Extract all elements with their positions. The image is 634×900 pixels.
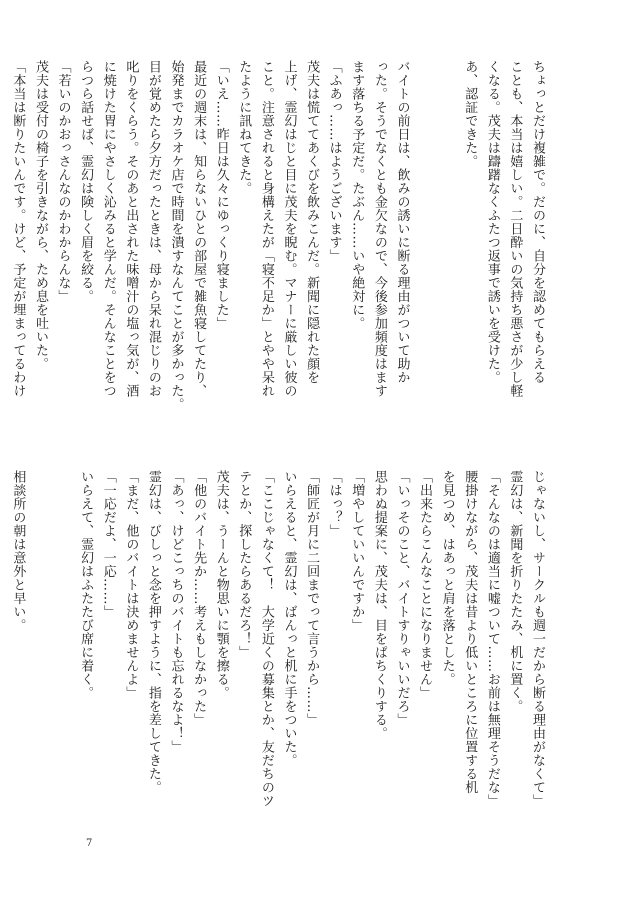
text-line [435, 60, 458, 440]
text-line: 茂夫は慌ててあくびを飲みこんだ。新聞に隠れた顔を [304, 60, 320, 384]
text-line: いらえて、霊幻はふたたび席に着く。 [78, 470, 94, 700]
text-line: 「師匠が月に二回までって言うから……」 [304, 470, 320, 727]
text-line: 「あっ、けどこっちのバイトも忘れるなよ！」 [168, 470, 184, 754]
text-line: 上げ、霊幻はじと目に茂夫を睨む。マナーに厳しい彼の [281, 60, 297, 398]
text-line: ちょっとだけ複雑で。だのに、自分を認めてもらえる [530, 60, 545, 384]
text-line: 「出来たらこんなことになりません」 [417, 470, 433, 700]
text-line [412, 60, 435, 440]
text-line: 「はっ？」 [326, 470, 342, 538]
text-line: 霊幻は、新聞を折りたたみ、机に置く。 [507, 470, 523, 713]
text-line: いらえると、霊幻は、ばんっと机に手をついた。 [281, 470, 297, 767]
text-line: あ、認証できた。 [462, 60, 478, 168]
text-line: 「ふあっ……はようございます」 [326, 60, 342, 263]
text-line: ことも、本当は嬉しい。二日酔いの気持ち悪さが少し軽 [507, 60, 523, 398]
text-line: 「若いのかおっさんなのかわからんな」 [55, 60, 71, 303]
text-line [51, 470, 74, 850]
upper-text-column [6, 60, 548, 440]
text-line: 始発までカラオケ店で時間を潰すなんてことが多かった。 [168, 60, 184, 411]
text-line: じゃないし、サークルも週一だから断る理由がなくて」 [530, 470, 545, 808]
text-line: テとか、探したらあるだろ！」 [236, 470, 252, 659]
text-line: 「そんなのは適当に嘘ついて……お前は無理そうだな」 [484, 470, 500, 808]
text-line: 最近の週末は、知らないひとの部屋で雑魚寝してたり、 [191, 60, 207, 398]
text-line: 目が覚めたら夕方だったときは、母から呆れ混じりのお [145, 60, 161, 398]
text-line: 「いっそのこと、バイトすりゃいいだろ」 [394, 470, 410, 727]
text-line [28, 470, 51, 850]
text-line: 霊幻は、びしっと念を押すように、指を差してきた。 [145, 470, 161, 794]
text-line: ます落ちる予定だ。たぶん……いや絶対に。 [349, 60, 365, 330]
text-line: らつら話せば、霊幻は険しく眉を絞る。 [78, 60, 94, 303]
text-line: 「一応だよ、一応……」 [100, 470, 116, 619]
page-number: 7 [86, 838, 93, 849]
text-line: 「増やしていいんですか」 [349, 470, 365, 632]
text-line: くなる。茂夫は躊躇なくふたつ返事で誘いを受けた。 [484, 60, 500, 384]
text-line: 相談所の朝は意外と早い。 [10, 470, 26, 632]
text-line: こと。注意されると身構えたが「寝不足か」とやや呆れ [258, 60, 274, 398]
text-line: を見つめ、はあっと肩を落とした。 [439, 470, 455, 686]
lower-text-column [6, 470, 548, 850]
text-line: 「ここじゃなくて！ 大学近くの募集とか、友だちのツ [258, 470, 274, 808]
text-line: 叱りをくらう。そのあと出された味噌汁の塩っ気が、酒 [123, 60, 139, 398]
text-line: バイトの前日は、飲みの誘いに断る理由がついて助か [394, 60, 410, 384]
text-line: 腰掛けながら、茂夫は昔より低いところに位置する机 [462, 470, 478, 794]
text-line: 思わぬ提案に、茂夫は、目をぱちくりする。 [371, 470, 387, 740]
text-line: った。そうでなくとも金欠なので、今後参加頻度はます [371, 60, 387, 398]
text-line: 「まだ、他のバイトは決めませんよ」 [123, 470, 139, 700]
text-line: 茂夫は受付の椅子を引きながら、ため息を吐いた。 [32, 60, 48, 371]
text-line: 「他のバイト先か……考えもしなかった」 [191, 470, 207, 727]
text-line: 茂夫は、うーんと物思いに顎を擦る。 [213, 470, 229, 700]
text-line: 「本当は断りたいんです。けど、予定が埋まってるわけ [10, 60, 26, 398]
text-line: 「いえ……昨日は久々にゆっくり寝ました」 [213, 60, 229, 330]
text-line: に焼けた胃にやさしく沁みると学んだ。そんなことをつ [100, 60, 116, 398]
text-line: たように訊ねてきた。 [236, 60, 252, 195]
